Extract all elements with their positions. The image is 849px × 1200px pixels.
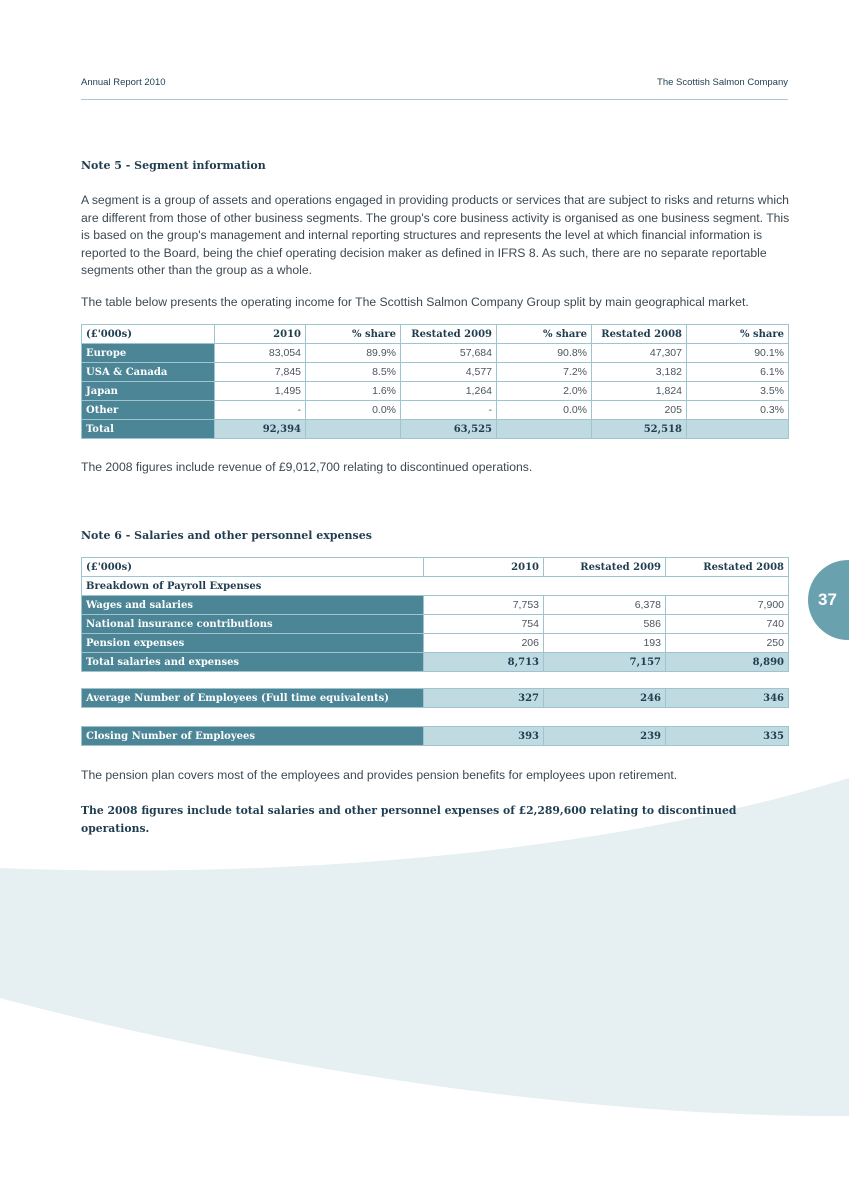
total-cell: 63,525 <box>401 420 497 439</box>
table-row <box>82 401 789 420</box>
table-cell: 193 <box>544 634 666 653</box>
total-cell: 246 <box>544 689 666 708</box>
total-cell: 52,518 <box>592 420 687 439</box>
table-header-row <box>82 325 789 344</box>
column-header: Restated 2009 <box>544 558 666 577</box>
closing-employees-table <box>81 726 789 746</box>
row-label: Wages and salaries <box>82 596 424 615</box>
table-cell: - <box>401 401 497 420</box>
total-cell: 346 <box>666 689 789 708</box>
table-cell: 740 <box>666 615 789 634</box>
table-section-row <box>82 577 789 596</box>
table-cell: 57,684 <box>401 344 497 363</box>
total-cell <box>306 420 401 439</box>
page-number-tab <box>808 560 849 640</box>
table-header-row <box>82 558 789 577</box>
total-cell: 335 <box>666 727 789 746</box>
column-header: % share <box>306 325 401 344</box>
total-cell <box>687 420 789 439</box>
total-cell: 8,890 <box>666 653 789 672</box>
avg-employees-table <box>81 688 789 708</box>
table-cell: 90.8% <box>497 344 592 363</box>
column-header: % share <box>687 325 789 344</box>
table-cell: 0.3% <box>687 401 789 420</box>
table-total-row <box>82 689 789 708</box>
page-number: 37 <box>818 590 837 609</box>
row-label: USA & Canada <box>82 363 215 382</box>
total-cell: 327 <box>424 689 544 708</box>
table-cell: 1,824 <box>592 382 687 401</box>
column-header: Restated 2009 <box>401 325 497 344</box>
column-header: 2010 <box>424 558 544 577</box>
table-row <box>82 615 789 634</box>
table-row <box>82 634 789 653</box>
total-cell: 7,157 <box>544 653 666 672</box>
table-total-row <box>82 420 789 439</box>
table-cell: 1.6% <box>306 382 401 401</box>
column-header: (£'000s) <box>82 558 424 577</box>
table-cell: - <box>215 401 306 420</box>
table-row <box>82 363 789 382</box>
table-cell: 3,182 <box>592 363 687 382</box>
total-cell: 239 <box>544 727 666 746</box>
table-cell: 250 <box>666 634 789 653</box>
table-cell: 0.0% <box>306 401 401 420</box>
note5-title: Note 5 - Segment information <box>81 159 266 172</box>
segment-table <box>81 324 789 439</box>
total-cell <box>497 420 592 439</box>
table-cell: 89.9% <box>306 344 401 363</box>
row-label: Europe <box>82 344 215 363</box>
row-label: National insurance contributions <box>82 615 424 634</box>
table-cell: 4,577 <box>401 363 497 382</box>
column-header: 2010 <box>215 325 306 344</box>
table-cell: 754 <box>424 615 544 634</box>
column-header: Restated 2008 <box>592 325 687 344</box>
table-cell: 83,054 <box>215 344 306 363</box>
row-label: Total <box>82 420 215 439</box>
table-cell: 6.1% <box>687 363 789 382</box>
row-label: Total salaries and expenses <box>82 653 424 672</box>
row-label: Closing Number of Employees <box>82 727 424 746</box>
payroll-table <box>81 557 789 672</box>
total-cell: 92,394 <box>215 420 306 439</box>
row-label: Average Number of Employees (Full time equivalents) <box>82 689 424 708</box>
table-cell: 205 <box>592 401 687 420</box>
column-header: (£'000s) <box>82 325 215 344</box>
header-report-title: Annual Report 2010 <box>81 77 166 88</box>
table-cell: 7.2% <box>497 363 592 382</box>
table-cell: 6,378 <box>544 596 666 615</box>
table-cell: 206 <box>424 634 544 653</box>
table-total-row <box>82 727 789 746</box>
total-cell: 393 <box>424 727 544 746</box>
table-total-row <box>82 653 789 672</box>
table-row <box>82 344 789 363</box>
header-company-name: The Scottish Salmon Company <box>657 77 788 88</box>
table-cell: 2.0% <box>497 382 592 401</box>
table-cell: 0.0% <box>497 401 592 420</box>
table-cell: 7,753 <box>424 596 544 615</box>
total-cell: 8,713 <box>424 653 544 672</box>
table-cell: 7,900 <box>666 596 789 615</box>
note6-title: Note 6 - Salaries and other personnel expenses <box>81 529 372 542</box>
note5-intro: A segment is a group of assets and operations engaged in providing products or services that are subject to risks and returns which are different from those of other business segments. The group's core business activity is organised as one business segment. This is based on the group's management and internal reporting structures and represents the level at which financial information is reported to the Board, being the chief operating decision maker as defined in IFRS 8. As such, there are no separate reportable segments other than the group as a whole. <box>81 193 790 277</box>
row-label: Other <box>82 401 215 420</box>
table-cell: 90.1% <box>687 344 789 363</box>
table-cell: 1,264 <box>401 382 497 401</box>
row-label: Pension expenses <box>82 634 424 653</box>
discontinued-note: The 2008 figures include total salaries and other personnel expenses of £2,289,600 relating to discontinued operations. <box>81 804 737 835</box>
note5-lead: The table below presents the operating income for The Scottish Salmon Company Group split by main geographical market. <box>81 295 749 309</box>
pension-text: The pension plan covers most of the employees and provides pension benefits for employees upon retirement. <box>81 768 678 782</box>
table-cell: 47,307 <box>592 344 687 363</box>
table-cell: 586 <box>544 615 666 634</box>
header-rule <box>81 99 788 100</box>
table-row <box>82 382 789 401</box>
note5-footnote: The 2008 figures include revenue of £9,012,700 relating to discontinued operations. <box>81 460 533 474</box>
column-header: % share <box>497 325 592 344</box>
row-label: Japan <box>82 382 215 401</box>
table-cell: 3.5% <box>687 382 789 401</box>
table-cell: 8.5% <box>306 363 401 382</box>
table-cell: 7,845 <box>215 363 306 382</box>
column-header: Restated 2008 <box>666 558 789 577</box>
table-cell: 1,495 <box>215 382 306 401</box>
table-row <box>82 596 789 615</box>
section-heading: Breakdown of Payroll Expenses <box>82 577 789 596</box>
